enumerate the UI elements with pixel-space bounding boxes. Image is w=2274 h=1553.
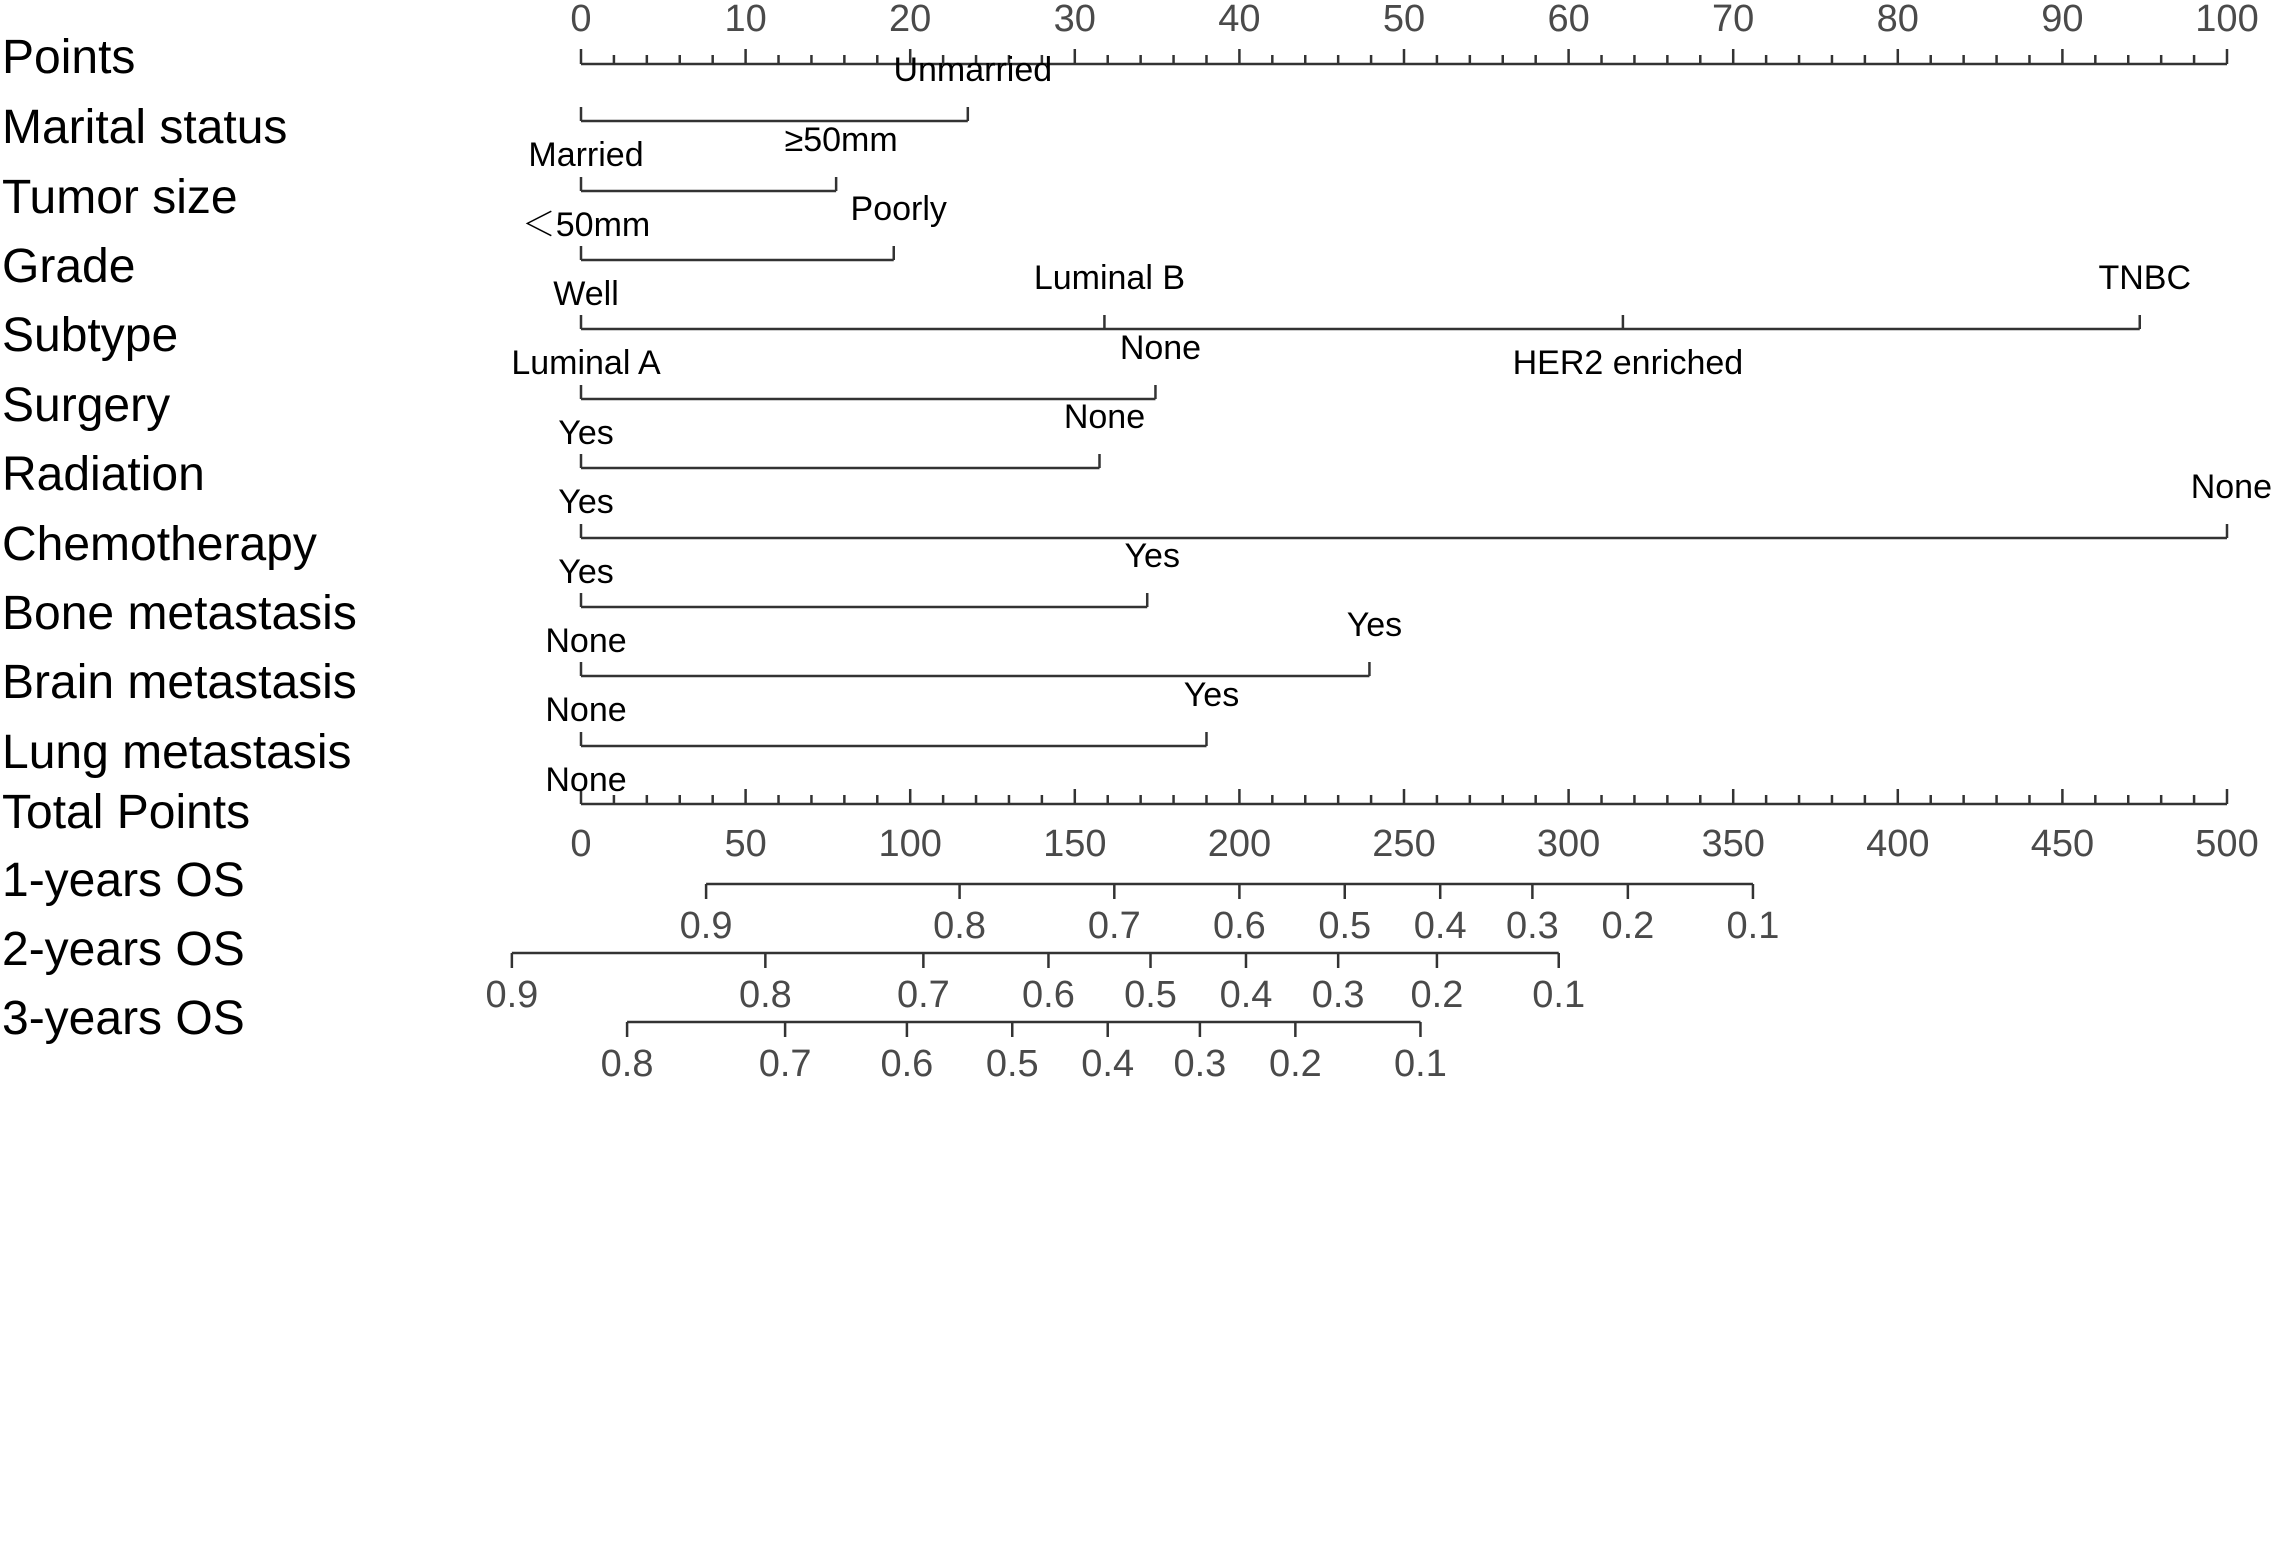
2-years-os-tick-label: 0.4	[1219, 974, 1273, 1016]
level-label-marital-status-unmarried: Unmarried	[893, 51, 1053, 89]
2-years-os-tick-label: 0.2	[1410, 974, 1464, 1016]
3-years-os-tick-label: 0.2	[1268, 1043, 1322, 1085]
2-years-os-tick-label: 0.3	[1311, 974, 1365, 1016]
variable-label-subtype: Subtype	[2, 309, 179, 362]
1-years-os-tick-label: 0.4	[1413, 905, 1467, 947]
points-axis-tick-label: 90	[2041, 0, 2084, 40]
level-label-lung-metastasis-yes: Yes	[1183, 676, 1240, 714]
2-years-os-tick-label: 0.6	[1022, 974, 1075, 1016]
level-label-subtype-luminal-b: Luminal B	[1033, 259, 1186, 297]
points-axis-tick-label: 80	[1876, 0, 1919, 40]
total-points-tick-label: 250	[1372, 823, 1436, 865]
points-axis-tick-label: 60	[1547, 0, 1590, 40]
total-points-tick-label: 500	[2195, 823, 2259, 865]
2-years-os-tick-label: 0.9	[485, 974, 539, 1016]
total-points-tick-label: 150	[1043, 823, 1107, 865]
1-years-os-tick-label: 0.3	[1505, 905, 1559, 947]
level-label-radiation-none: None	[1063, 398, 1146, 436]
1-years-os-label: 1-years OS	[2, 854, 245, 907]
2-years-os-label: 2-years OS	[2, 923, 245, 976]
variable-label-radiation: Radiation	[2, 448, 205, 501]
2-years-os-tick-label: 0.8	[738, 974, 792, 1016]
total-points-tick-label: 300	[1536, 823, 1601, 865]
variable-label-lung-metastasis: Lung metastasis	[2, 726, 352, 779]
level-label-subtype-tnbc: TNBC	[2098, 259, 2192, 297]
text-layer	[2, 0, 2272, 1085]
level-label-tumor-size-lt50mm: ＜50mm	[521, 206, 651, 244]
2-years-os-tick-label: 0.5	[1124, 974, 1177, 1016]
variable-label-tumor-size: Tumor size	[2, 171, 238, 224]
level-label-bone-metastasis-none: None	[545, 622, 627, 660]
total-points-tick-label: 350	[1701, 823, 1765, 865]
1-years-os-tick-label: 0.1	[1726, 905, 1780, 947]
points-axis-label: Points	[2, 31, 136, 84]
2-years-os-tick-label: 0.7	[896, 974, 950, 1016]
variable-label-grade: Grade	[2, 240, 136, 293]
1-years-os-tick-label: 0.6	[1212, 905, 1266, 947]
3-years-os-label: 3-years OS	[2, 992, 245, 1045]
2-years-os-tick-label: 0.1	[1532, 974, 1586, 1016]
level-label-brain-metastasis-none: None	[545, 691, 627, 729]
total-points-axis-label: Total Points	[2, 786, 251, 839]
3-years-os-tick-label: 0.4	[1081, 1043, 1135, 1085]
level-label-surgery-none: None	[1119, 329, 1202, 367]
3-years-os-tick-label: 0.1	[1394, 1043, 1447, 1085]
variable-label-chemotherapy: Chemotherapy	[2, 518, 317, 571]
variable-label-surgery: Surgery	[2, 379, 171, 432]
level-label-subtype-her2-enriched: HER2 enriched	[1512, 344, 1744, 382]
points-axis-tick-label: 50	[1382, 0, 1426, 40]
3-years-os-tick-label: 0.3	[1173, 1043, 1227, 1085]
total-points-tick-label: 200	[1207, 823, 1272, 865]
total-points-tick-label: 400	[1866, 823, 1930, 865]
axis-lines-layer	[512, 49, 2227, 1037]
level-label-grade-well: Well	[553, 275, 619, 313]
3-years-os-tick-label: 0.7	[758, 1043, 812, 1085]
level-label-marital-status-married: Married	[528, 136, 644, 174]
level-label-radiation-yes: Yes	[558, 483, 614, 521]
points-axis-tick-label: 30	[1053, 0, 1096, 40]
points-axis-tick-label: 0	[570, 0, 592, 40]
points-axis-tick-label: 10	[724, 0, 767, 40]
level-label-subtype-luminal-a: Luminal A	[511, 344, 661, 382]
level-label-chemotherapy-yes: Yes	[558, 553, 614, 591]
level-label-grade-poorly: Poorly	[850, 190, 947, 228]
total-points-tick-label: 450	[2030, 823, 2095, 865]
3-years-os-tick-label: 0.8	[600, 1043, 654, 1085]
level-label-chemotherapy-none: None	[2190, 468, 2272, 506]
total-points-tick-label: 100	[878, 823, 942, 865]
points-axis-tick-label: 40	[1218, 0, 1261, 40]
total-points-tick-label: 0	[570, 823, 592, 865]
points-axis-tick-label: 100	[2195, 0, 2259, 40]
level-label-brain-metastasis-yes: Yes	[1346, 606, 1403, 644]
points-axis-tick-label: 20	[889, 0, 932, 40]
level-label-surgery-yes: Yes	[558, 414, 614, 452]
variable-label-brain-metastasis: Brain metastasis	[2, 656, 357, 709]
variable-label-marital-status: Marital status	[2, 101, 288, 154]
level-label-tumor-size-ge50mm: ≥50mm	[784, 121, 898, 159]
points-axis-tick-label: 70	[1712, 0, 1755, 40]
1-years-os-tick-label: 0.5	[1318, 905, 1372, 947]
3-years-os-tick-label: 0.6	[880, 1043, 934, 1085]
total-points-tick-label: 50	[724, 823, 767, 865]
level-label-bone-metastasis-yes: Yes	[1124, 537, 1180, 575]
variable-label-bone-metastasis: Bone metastasis	[2, 587, 357, 640]
1-years-os-tick-label: 0.9	[679, 905, 733, 947]
1-years-os-tick-label: 0.2	[1601, 905, 1655, 947]
1-years-os-tick-label: 0.7	[1087, 905, 1141, 947]
1-years-os-tick-label: 0.8	[933, 905, 986, 947]
3-years-os-tick-label: 0.5	[985, 1043, 1039, 1085]
level-label-lung-metastasis-none: None	[545, 761, 627, 799]
